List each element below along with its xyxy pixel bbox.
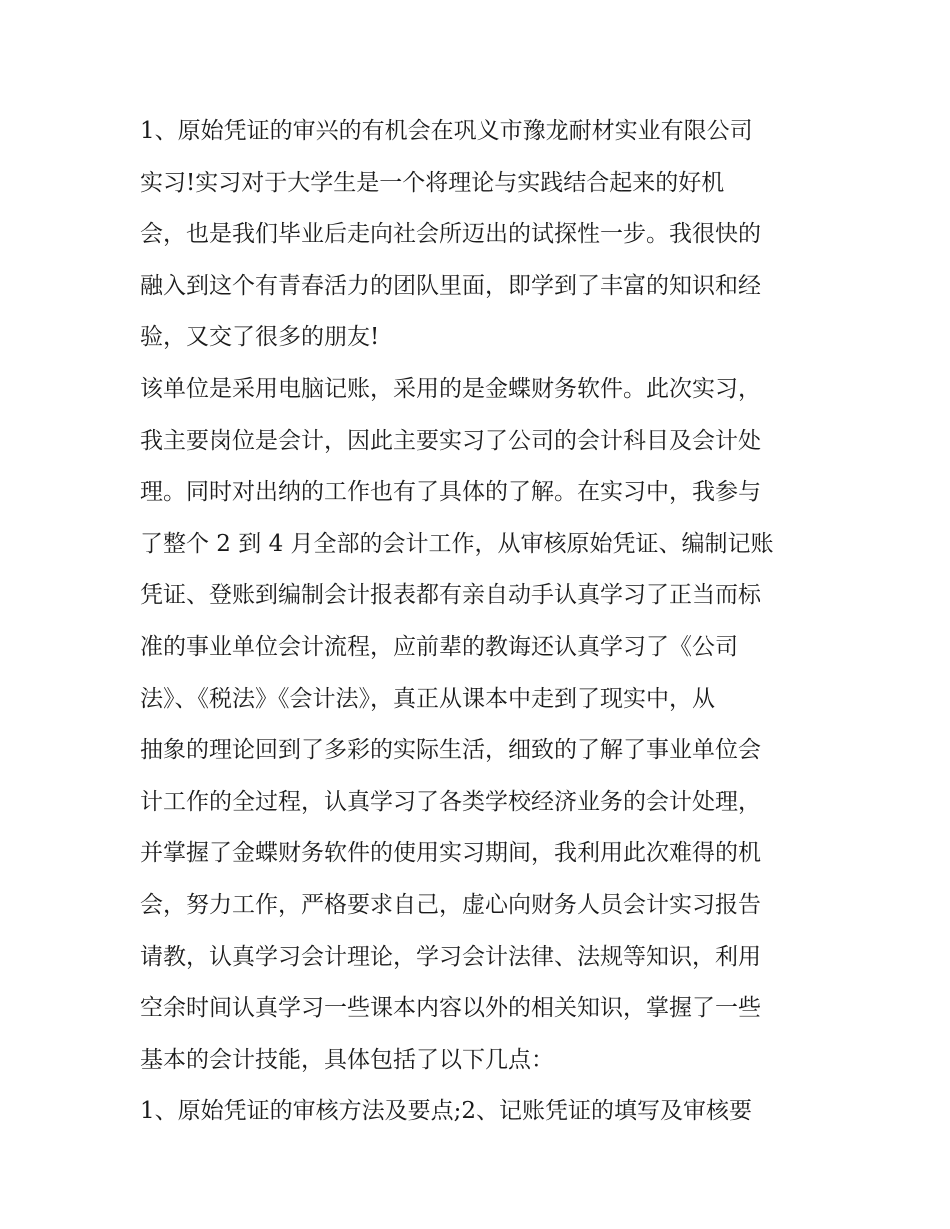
text-line-7: 我主要岗位是会计，因此主要实习了公司的会计科目及会计处 xyxy=(140,427,761,454)
text-line-5: 验，又交了很多的朋友! xyxy=(140,324,380,351)
text-line-16: 会，努力工作，严格要求自己，虚心向财务人员会计实习报告 xyxy=(140,891,761,918)
text-line-11: 准的事业单位会计流程，应前辈的教诲还认真学习了《公司 xyxy=(140,633,738,660)
text-line-13: 抽象的理论回到了多彩的实际生活，细致的了解了事业单位会 xyxy=(140,737,761,764)
body-text xyxy=(140,108,820,1140)
text-line-1: 1、原始凭证的审兴的有机会在巩义市豫龙耐材实业有限公司 xyxy=(140,118,753,144)
text-line-6: 该单位是采用电脑记账，采用的是金蝶财务软件。此次实习， xyxy=(140,375,761,402)
text-line-18: 空余时间认真学习一些课本内容以外的相关知识，掌握了一些 xyxy=(140,995,761,1022)
text-line-12: 法》、《税法》《会计法》，真正从课本中走到了现实中，从 xyxy=(140,685,715,712)
text-line-15: 并掌握了金蝶财务软件的使用实习期间，我利用此次难得的机 xyxy=(140,840,761,867)
text-line-2: 实习!实习对于大学生是一个将理论与实践结合起来的好机 xyxy=(140,169,725,196)
text-line-14: 计工作的全过程，认真学习了各类学校经济业务的会计处理， xyxy=(140,788,761,815)
text-line-20: 1、原始凭证的审核方法及要点;2、记账凭证的填写及审核要 xyxy=(140,1098,753,1125)
text-line-3: 会，也是我们毕业后走向社会所迈出的试探性一步。我很快的 xyxy=(140,221,761,248)
text-line-9: 了整个 2 到 4 月全部的会计工作，从审核原始凭证、编制记账 xyxy=(140,530,774,557)
text-line-19: 基本的会计技能，具体包括了以下几点： xyxy=(140,1046,554,1073)
text-line-10: 凭证、登账到编制会计报表都有亲自动手认真学习了正当而标 xyxy=(140,582,761,609)
text-line-17: 请教，认真学习会计理论，学习会计法律、法规等知识，利用 xyxy=(140,943,761,970)
text-line-8: 理。同时对出纳的工作也有了具体的了解。在实习中，我参与 xyxy=(140,479,761,506)
text-line-4: 融入到这个有青春活力的团队里面，即学到了丰富的知识和经 xyxy=(140,272,761,299)
